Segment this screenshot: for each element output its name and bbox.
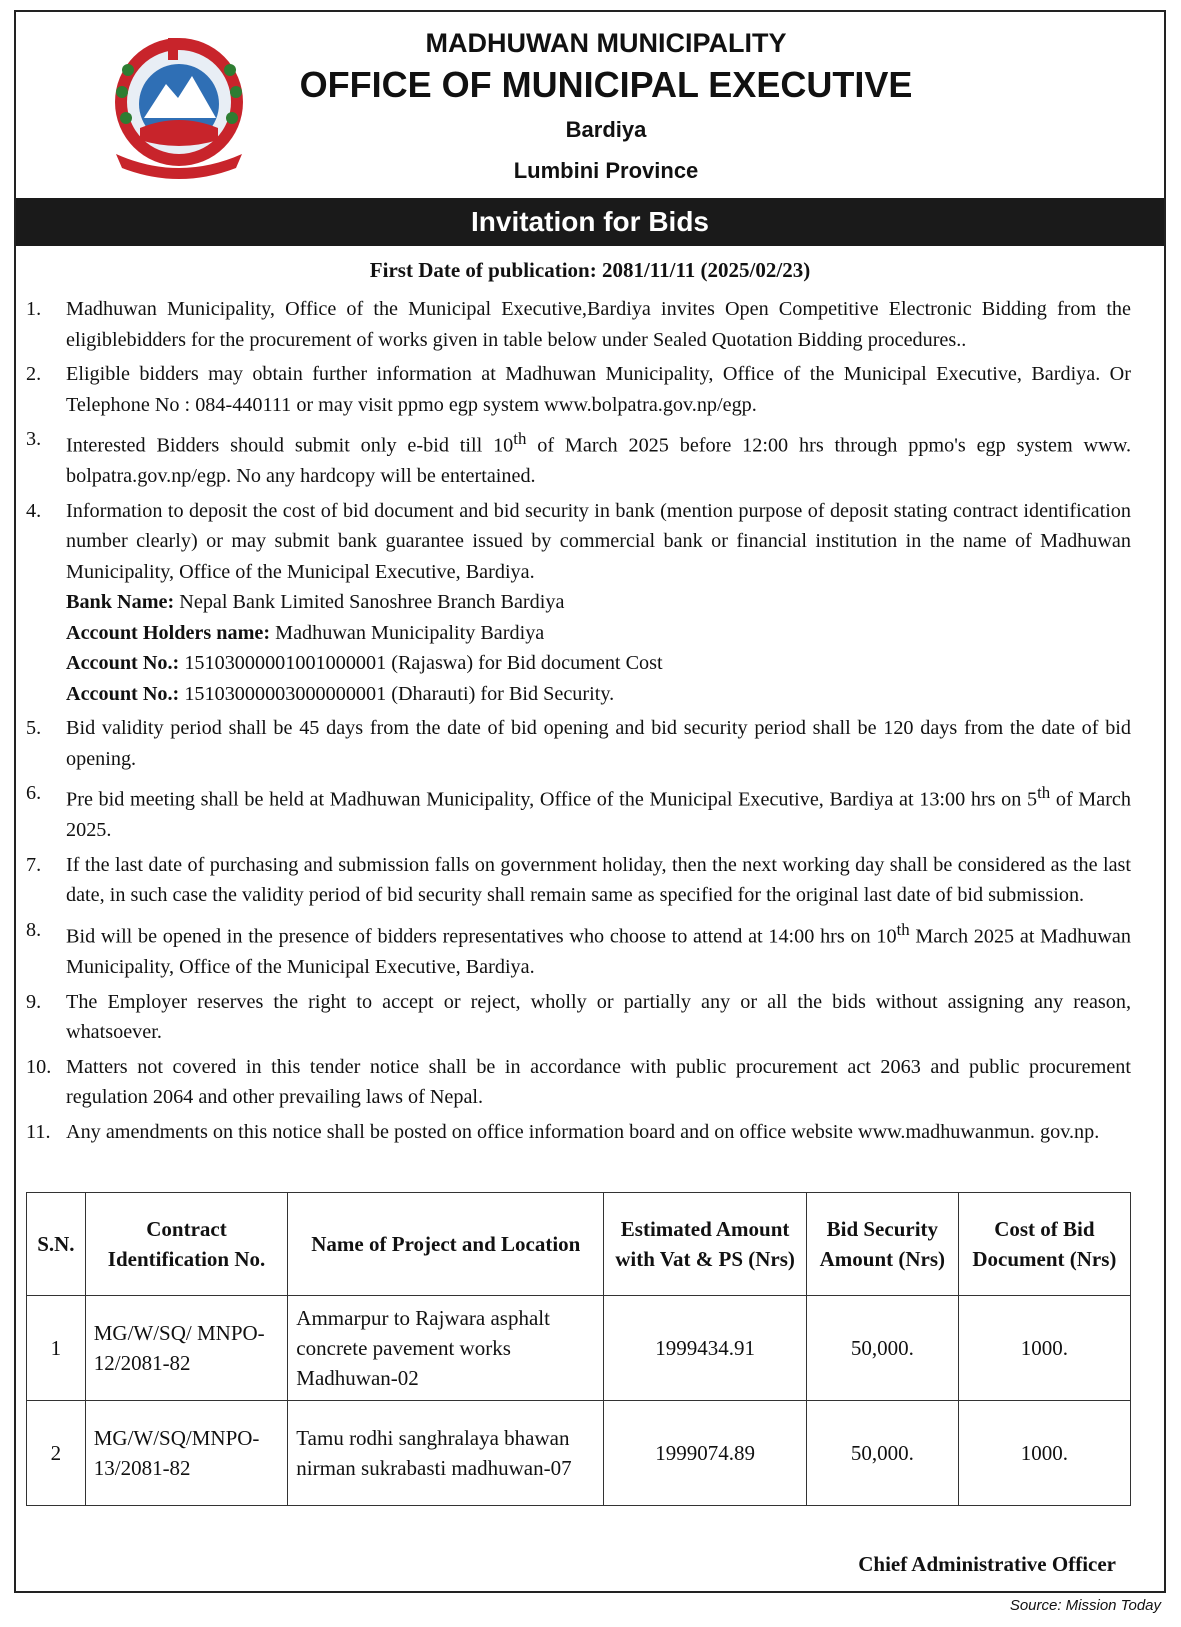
column-header: Contract Identification No.: [85, 1193, 288, 1296]
cell-sn: 2: [27, 1401, 86, 1506]
column-header: Name of Project and Location: [288, 1193, 604, 1296]
bank-name-line: Bank Name: Nepal Bank Limited Sanoshree Branch Bardiya: [66, 591, 565, 614]
column-header: Bid Security Amount (Nrs): [806, 1193, 958, 1296]
clause-item: 9. The Employer reserves the right to accept or reject, wholly or partially any or all the bids without assigning any reason, whatsoever.: [26, 990, 1131, 1044]
column-header: S.N.: [27, 1193, 86, 1296]
cell-contract-id: MG/W/SQ/MNPO-13/2081-82: [85, 1401, 288, 1506]
source-credit: Source: Mission Today: [1009, 1597, 1161, 1614]
account-number-line: Account No.: 15103000003000000001 (Dharauti) for Bid Security.: [66, 682, 615, 705]
table-row: [27, 1296, 1131, 1401]
publication-date: First Date of publication: 2081/11/11 (2025/02/23): [369, 258, 811, 282]
cell-amount: 1999074.89: [604, 1401, 807, 1506]
cell-security: 50,000.: [806, 1401, 958, 1506]
notice-frame: [14, 10, 1166, 1593]
cell-contract-id: MG/W/SQ/ MNPO-12/2081-82: [85, 1296, 288, 1401]
column-header: Estimated Amount with Vat & PS (Nrs): [604, 1193, 807, 1296]
cell-project: Ammarpur to Rajwara asphalt concrete pavement works Madhuwan-02: [288, 1296, 604, 1401]
district-name: Bardiya: [565, 117, 647, 142]
account-number-line: Account No.: 15103000001001000001 (Rajaswa) for Bid document Cost: [66, 652, 663, 675]
clause-item: 1. Madhuwan Municipality, Office of the Municipal Executive,Bardiya invites Open Competitive Electronic Bidding from the eligiblebidders for the procurement of works given in table below under Sealed Quotation Bidding procedures..: [26, 298, 1131, 351]
bids-table: [26, 1192, 1131, 1506]
clause-item: 6. Pre bid meeting shall be held at Madhuwan Municipality, Office of the Municipal Executive, Bardiya at 13:00 hrs on 5th of March 2025.: [26, 782, 1131, 842]
signature-title: Chief Administrative Officer: [858, 1552, 1116, 1576]
clause-list: [26, 294, 1131, 1151]
province-name: Lumbini Province: [513, 158, 699, 183]
cell-project: Tamu rodhi sanghralaya bhawan nirman sukrabasti madhuwan-07: [288, 1401, 604, 1506]
account-holder-line: Account Holders name: Madhuwan Municipality Bardiya: [66, 621, 545, 644]
clause-item: 4. Information to deposit the cost of bid document and bid security in bank (mention purpose of deposit stating contract identification number clearly) or may submit bank guarantee issued by commercial bank or financial institution in the name of Madhuwan Municipality, Office of the Municipal Executive, Bardiya. Bank Name: Nepal Bank Limited Sanoshree Branch Bardiya Account Holders name: Madhuwan Municipality Bardiya Account No.: 15103000001001000001 (Rajaswa) for Bid document Cost Account No.: 15103000003000000001 (Dharauti) for Bid Security.: [26, 496, 1131, 710]
cell-cost: 1000.: [958, 1296, 1130, 1401]
clause-item: 8. Bid will be opened in the presence of bidders representatives who choose to attend at 14:00 hrs on 10th March 2025 at Madhuwan Municipality, Office of the Municipal Executive, Bardiya.: [26, 918, 1131, 979]
office-name: OFFICE OF MUNICIPAL EXECUTIVE: [299, 64, 913, 105]
clause-item: 3. Interested Bidders should submit only e-bid till 10th of March 2025 before 12:00 hrs through ppmo's egp system www. bolpatra.gov.np/egp. No any hardcopy will be entertained.: [26, 428, 1132, 488]
cell-security: 50,000.: [806, 1296, 958, 1401]
cell-cost: 1000.: [958, 1401, 1130, 1506]
notice-title: Invitation for Bids: [16, 198, 1164, 246]
column-header: Cost of Bid Document (Nrs): [958, 1193, 1130, 1296]
table-header-row: [27, 1193, 1131, 1296]
notice-header: [16, 12, 1164, 198]
municipality-name: MADHUWAN MUNICIPALITY: [425, 28, 787, 58]
clause-item: 11. Any amendments on this notice shall be posted on office information board and on office website www.madhuwanmun. gov.np.: [26, 1120, 1100, 1143]
table-row: [27, 1401, 1131, 1506]
clause-item: 5. Bid validity period shall be 45 days from the date of bid opening and bid security period shall be 120 days from the date of bid opening.: [26, 717, 1131, 770]
clause-item: 10. Matters not covered in this tender notice shall be in accordance with public procurement act 2063 and public procurement regulation 2064 and other prevailing laws of Nepal.: [26, 1055, 1131, 1109]
clause-item: 2. Eligible bidders may obtain further information at Madhuwan Municipality, Office of the Municipal Executive, Bardiya. Or Telephone No : 084-440111 or may visit ppmo egp system www.bolpatra.gov.np/egp.: [26, 363, 1131, 416]
cell-sn: 1: [27, 1296, 86, 1401]
clause-item: 7. If the last date of purchasing and submission falls on government holiday, then the next working day shall be considered as the last date, in such case the validity period of bid security shall remain same as specified for the original last date of bid submission.: [26, 853, 1131, 907]
cell-amount: 1999434.91: [604, 1296, 807, 1401]
